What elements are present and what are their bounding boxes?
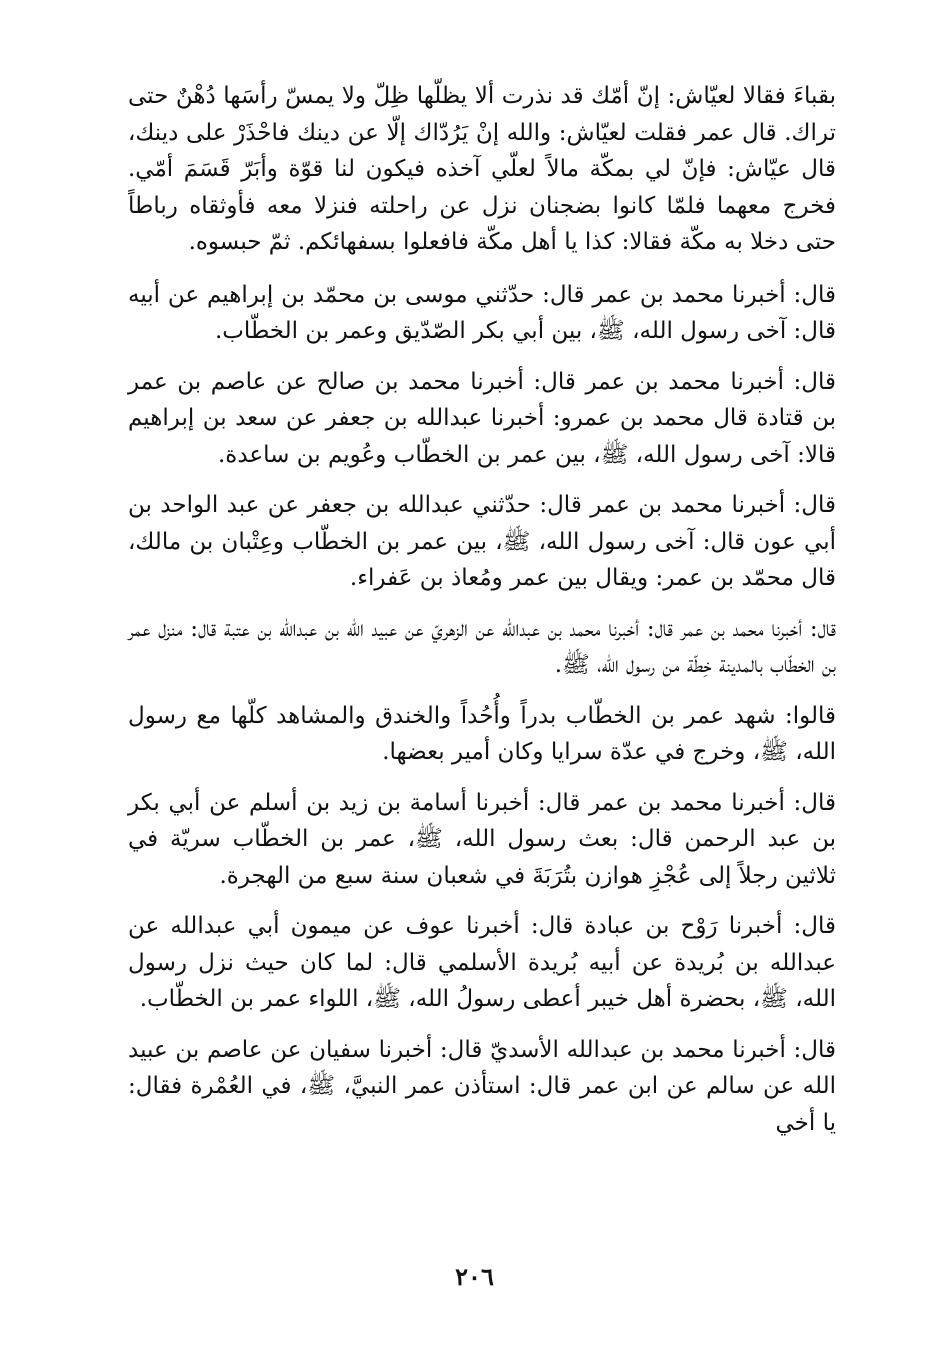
page-number: ٢٠٦ xyxy=(455,1262,494,1291)
paragraph-9: قال: أخبرنا محمد بن عبدالله الأسديّ قال: أخبرنا سفيان عن عاصم بن عبيد الله عن سالم عن ابن عمر قال: استأذن عمر النبيَّ، ﷺ، في العُمْرة فقال: يا أخي xyxy=(128,1036,836,1136)
paragraph-8: قال: أخبرنا رَوْح بن عبادة قال: أخبرنا عوف عن ميمون أبي عبدالله عن عبدالله بن بُريدة عن أبيه بُريدة الأسلمي قال: لما كان حيث نزل رسول الله، ﷺ، بحضرة أهل خيبر أعطى رسولُ الله، ﷺ، اللواء عمر بن الخطّاب. xyxy=(128,913,836,1012)
paragraph-3: قال: أخبرنا محمد بن عمر قال: أخبرنا محمد بن صالح عن عاصم بن عمر بن قتادة قال محمد بن عمرو: أخبرنا عبدالله بن جعفر عن سعد بن إبراهيم قالا: آخى رسول الله، ﷺ، بين عمر بن الخطّاب وعُويم بن ساعدة. xyxy=(128,368,836,468)
page-text-body xyxy=(128,78,836,1155)
paragraph-5: قال: أخبرنا محمد بن عمر قال: أخبرنا محمد بن عبدالله عن الزهريّ عن عبيد الله بن عبدالله بن عتبة قال: منزل عمر بن الخطّاب بالمدينة خِطّة من رسول الله، ﷺ. xyxy=(128,615,836,678)
paragraph-6: قالوا: شهد عمر بن الخطّاب بدراً وأُحُداً والخندق والمشاهد كلّها مع رسول الله، ﷺ، وخرج في عدّة سرايا وكان أمير بعضها. xyxy=(128,702,836,765)
paragraph-2: قال: أخبرنا محمد بن عمر قال: حدّثني موسى بن محمّد بن إبراهيم عن أبيه قال: آخى رسول الله، ﷺ، بين أبي بكر الصّدّيق وعمر بن الخطّاب. xyxy=(128,281,836,344)
paragraph-7: قال: أخبرنا محمد بن عمر قال: أخبرنا أسامة بن زيد بن أسلم عن أبي بكر بن عبد الرحمن قال: بعث رسول الله، ﷺ، عمر بن الخطّاب سريّة في ثلاثين رجلاً إلى عُجْزِ هوازن بتُرَبَةَ في شعبان سنة سبع من الهجرة. xyxy=(128,789,836,889)
paragraph-4: قال: أخبرنا محمد بن عمر قال: حدّثني عبدالله بن جعفر عن عبد الواحد بن أبي عون قال: آخى رسول الله، ﷺ، بين عمر بن الخطّاب وعِتْبان بن مالك، قال محمّد بن عمر: ويقال بين عمر ومُعاذ بن عَفراء. xyxy=(128,492,836,591)
paragraph-1: بقباءَ فقالا لعيّاش: إنّ أمّك قد نذرت ألا يظلّها ظِلّ ولا يمسّ رأسَها دُهْنٌ حتى تراك. قال عمر فقلت لعيّاش: والله إنْ يَرُدّاك إلّا عن دينك فاحْذَرْ على دينك، قال عيّاش: فإنّ لي بمكّة مالاً لعلّي آخذه فيكون لنا قوّة وأبَرّ قَسَمَ أمّي. فخرج معهما فلمّا كانوا بضجنان نزل عن راحلته فنزلا معه فأوثقاه رباطاً حتى دخلا به مكّة فقالا: كذا يا أهل مكّة فافعلوا بسفهائكم. ثمّ حبسوه. xyxy=(128,83,836,255)
